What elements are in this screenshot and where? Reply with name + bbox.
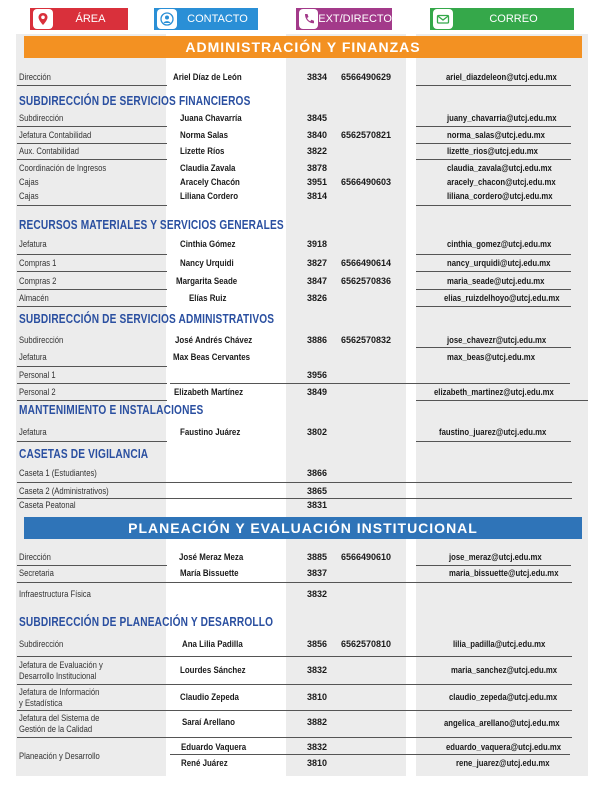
divider [17, 441, 167, 442]
contact-cell: José Meraz Meza [179, 552, 244, 562]
table-row [0, 500, 612, 514]
correo-header-label: CORREO [489, 13, 538, 25]
divider [17, 400, 167, 401]
table-row [0, 130, 612, 144]
ext-cell: 3810 [307, 758, 328, 768]
table-row [0, 258, 612, 272]
divider [416, 400, 588, 401]
ext-cell: 3886 [307, 335, 328, 345]
area-cell: Jefatura Contabilidad [19, 130, 92, 140]
divider [17, 383, 167, 384]
contact-cell: Lizette Ríos [180, 146, 225, 156]
admin-section-title: ADMINISTRACIÓN Y FINANZAS [24, 36, 582, 58]
area-cell: Subdirección [19, 639, 64, 649]
contact-cell: José Andrés Chávez [175, 335, 253, 345]
table-row [0, 370, 612, 384]
ext-cell: 3840 [307, 130, 328, 140]
contact-cell: Ana Lilia Padilla [182, 639, 243, 649]
phone-cell: 6566490603 [341, 177, 392, 187]
table-row [0, 239, 612, 253]
contacto-header-label: CONTACTO [187, 13, 248, 25]
divider [17, 482, 572, 483]
ext-cell: 3845 [307, 113, 328, 123]
ext-cell: 3849 [307, 387, 328, 397]
contact-cell: Claudia Zavala [180, 163, 236, 173]
email-link[interactable]: cinthia_gomez@utcj.edu.mx [447, 239, 552, 249]
area-cell: Jefatura [19, 352, 47, 362]
contact-cell: Nancy Urquidi [180, 258, 234, 268]
envelope-icon [433, 9, 453, 29]
table-row [0, 293, 612, 307]
email-link[interactable]: eduardo_vaquera@utcj.edu.mx [446, 742, 562, 752]
area-cell: Dirección [19, 552, 51, 562]
plan-section-title: PLANEACIÓN Y EVALUACIÓN INSTITUCIONAL [24, 517, 582, 539]
area-cell: Compras 2 [19, 276, 57, 286]
contact-cell: Max Beas Cervantes [173, 352, 251, 362]
contact-cell: Elías Ruiz [189, 293, 227, 303]
area-cell: Almacén [19, 293, 49, 303]
area-cell: Compras 1 [19, 258, 57, 268]
table-row [0, 276, 612, 290]
area-cell: Cajas [19, 177, 39, 187]
area-cell: Infraestructura Física [19, 589, 91, 599]
financieros-subheading: SUBDIRECCIÓN DE SERVICIOS FINANCIEROS [19, 93, 251, 108]
administrativos-subheading: SUBDIRECCIÓN DE SERVICIOS ADMINISTRATIVOS [19, 311, 275, 326]
contact-cell: Saraí Arellano [182, 717, 235, 727]
table-row [0, 568, 612, 582]
area-cell: Cajas [19, 191, 39, 201]
divider [416, 159, 571, 160]
ext-cell: 3832 [307, 589, 328, 599]
area-cell-line1: Jefatura de Información [19, 687, 100, 697]
email-link[interactable]: maria_sanchez@utcj.edu.mx [451, 665, 558, 675]
contacto-header-button[interactable] [154, 8, 258, 30]
area-cell: Caseta Peatonal [19, 500, 76, 510]
divider [416, 347, 571, 348]
email-link[interactable]: faustino_juarez@utcj.edu.mx [439, 427, 547, 437]
divider [416, 205, 571, 206]
email-link[interactable]: jose_meraz@utcj.edu.mx [449, 552, 542, 562]
email-link[interactable]: elias_ruizdelhoyo@utcj.edu.mx [444, 293, 560, 303]
divider [17, 289, 167, 290]
table-row [0, 177, 612, 191]
divider [416, 254, 571, 255]
area-cell-line1: Jefatura de Evaluación y [19, 660, 103, 670]
ext-cell: 3831 [307, 500, 328, 510]
ext-cell: 3832 [307, 665, 328, 675]
ext-cell: 3814 [307, 191, 328, 201]
ext-cell: 3865 [307, 486, 328, 496]
email-link[interactable]: jose_chavezr@utcj.edu.mx [447, 335, 547, 345]
table-row [0, 468, 612, 482]
mantenimiento-subheading: MANTENIMIENTO E INSTALACIONES [19, 402, 204, 417]
ext-cell: 3834 [307, 72, 328, 82]
phone-cell: 6562570836 [341, 276, 392, 286]
ext-cell: 3885 [307, 552, 328, 562]
email-link[interactable]: nancy_urquidi@utcj.edu.mx [447, 258, 551, 268]
ext-cell: 3832 [307, 742, 328, 752]
table-row [0, 713, 612, 737]
divider [17, 684, 572, 685]
table-row [0, 146, 612, 160]
ext-cell: 3918 [307, 239, 328, 249]
ext-cell: 3837 [307, 568, 328, 578]
email-link[interactable]: lizette_rios@utcj.edu.mx [447, 146, 538, 156]
divider [17, 306, 167, 307]
phone-cell: 6566490629 [341, 72, 392, 82]
phone-cell: 6562570821 [341, 130, 392, 140]
table-row [0, 191, 612, 205]
email-link[interactable]: rene_juarez@utcj.edu.mx [456, 758, 550, 768]
contact-cell: Norma Salas [180, 130, 228, 140]
casetas-subheading: CASETAS DE VIGILANCIA [19, 446, 149, 461]
area-cell: Aux. Contabilidad [19, 146, 79, 156]
divider [416, 289, 571, 290]
area-cell: Planeación y Desarrollo [19, 751, 100, 761]
area-cell: Coordinación de Ingresos [19, 163, 107, 173]
table-row [0, 552, 612, 566]
area-cell-line1: Jefatura del Sistema de [19, 713, 100, 723]
location-pin-icon [33, 9, 53, 29]
table-row [0, 163, 612, 177]
ext-cell: 3951 [307, 177, 328, 187]
ext-cell: 3866 [307, 468, 328, 478]
divider [170, 383, 570, 384]
divider [416, 441, 571, 442]
divider [17, 126, 167, 127]
divider [17, 656, 572, 657]
area-cell: Jefatura [19, 239, 47, 249]
divider [17, 85, 167, 86]
contact-cell: Eduardo Vaquera [181, 742, 247, 752]
divider [416, 126, 571, 127]
ext-cell: 3826 [307, 293, 328, 303]
ext-cell: 3822 [307, 146, 328, 156]
divider [416, 271, 571, 272]
phone-cell: 6562570832 [341, 335, 392, 345]
divider [17, 366, 167, 367]
area-cell: Caseta 2 (Administrativos) [19, 486, 109, 496]
area-cell: Dirección [19, 72, 51, 82]
table-row [0, 427, 612, 441]
correo-header-button[interactable] [430, 8, 574, 30]
table-row [0, 660, 612, 684]
area-cell: Secretaria [19, 568, 54, 578]
divider [17, 498, 572, 499]
ext-cell: 3810 [307, 692, 328, 702]
contact-cell: René Juárez [181, 758, 228, 768]
contact-cell: Elizabeth Martínez [174, 387, 244, 397]
divider [17, 737, 572, 738]
table-row [0, 589, 612, 603]
email-link[interactable]: angelica_arellano@utcj.edu.mx [444, 718, 560, 728]
divider [416, 143, 571, 144]
area-cell-line2: Gestión de la Calidad [19, 724, 93, 734]
email-link[interactable]: maria_bissuette@utcj.edu.mx [449, 568, 559, 578]
email-link[interactable]: elizabeth_martinez@utcj.edu.mx [434, 387, 554, 397]
divider [416, 85, 571, 86]
contact-cell: Aracely Chacón [180, 177, 240, 187]
email-link[interactable]: maria_seade@utcj.edu.mx [447, 276, 545, 286]
person-icon [157, 9, 177, 29]
divider [17, 205, 167, 206]
divider [170, 754, 570, 755]
phone-cell: 6562570810 [341, 639, 392, 649]
email-link[interactable]: max_beas@utcj.edu.mx [447, 352, 536, 362]
ext-cell: 3882 [307, 717, 328, 727]
table-row [0, 758, 612, 772]
table-row [0, 113, 612, 127]
email-link[interactable]: liliana_cordero@utcj.edu.mx [447, 191, 553, 201]
divider [17, 582, 572, 583]
ext-cell: 3856 [307, 639, 328, 649]
email-link[interactable]: juany_chavarria@utcj.edu.mx [447, 113, 557, 123]
contact-cell: Claudio Zepeda [180, 692, 239, 702]
contact-cell: Margarita Seade [176, 276, 238, 286]
table-row [0, 352, 612, 366]
ext-cell: 3802 [307, 427, 328, 437]
email-link[interactable]: claudio_zepeda@utcj.edu.mx [449, 692, 558, 702]
area-cell: Personal 2 [19, 387, 56, 397]
area-cell-line2: Desarrollo Institucional [19, 671, 97, 681]
ext-cell: 3827 [307, 258, 328, 268]
ext-cell: 3956 [307, 370, 328, 380]
contact-cell: Faustino Juárez [180, 427, 241, 437]
area-cell: Caseta 1 (Estudiantes) [19, 468, 97, 478]
phone-icon [299, 9, 318, 29]
divider [17, 271, 167, 272]
ext-header-label: EXT/DIRECTO [318, 13, 392, 25]
planeacion-subheading: SUBDIRECCIÓN DE PLANEACIÓN Y DESARROLLO [19, 614, 274, 629]
email-link[interactable]: lilia_padilla@utcj.edu.mx [453, 639, 546, 649]
phone-cell: 6566490610 [341, 552, 392, 562]
area-header-label: ÁREA [75, 13, 106, 25]
area-cell: Jefatura [19, 427, 47, 437]
divider [17, 143, 167, 144]
contact-cell: Lourdes Sánchez [180, 665, 246, 675]
divider [416, 306, 571, 307]
ext-cell: 3847 [307, 276, 328, 286]
area-cell: Subdirección [19, 113, 64, 123]
contact-cell: María Bissuette [180, 568, 239, 578]
phone-cell: 6566490614 [341, 258, 392, 268]
area-header-button[interactable] [30, 8, 128, 30]
contact-cell: Ariel Díaz de León [173, 72, 242, 82]
area-cell: Personal 1 [19, 370, 56, 380]
contact-cell: Liliana Cordero [180, 191, 239, 201]
email-link[interactable]: norma_salas@utcj.edu.mx [447, 130, 545, 140]
table-row [0, 72, 612, 86]
ext-cell: 3878 [307, 163, 328, 173]
area-cell: Subdirección [19, 335, 64, 345]
divider [17, 254, 167, 255]
email-link[interactable]: ariel_diazdeleon@utcj.edu.mx [446, 72, 557, 82]
area-cell-line2: y Estadística [19, 698, 63, 708]
table-row [0, 639, 612, 653]
email-link[interactable]: claudia_zavala@utcj.edu.mx [447, 163, 552, 173]
divider [17, 565, 167, 566]
contact-cell: Cinthia Gómez [180, 239, 236, 249]
ext-header-button[interactable] [296, 8, 392, 30]
divider [17, 710, 572, 711]
recursos-subheading: RECURSOS MATERIALES Y SERVICIOS GENERALES [19, 217, 284, 232]
email-link[interactable]: aracely_chacon@utcj.edu.mx [447, 177, 556, 187]
table-row [0, 387, 612, 401]
divider [416, 565, 571, 566]
divider [17, 159, 167, 160]
table-row [0, 687, 612, 711]
contact-cell: Juana Chavarría [180, 113, 242, 123]
